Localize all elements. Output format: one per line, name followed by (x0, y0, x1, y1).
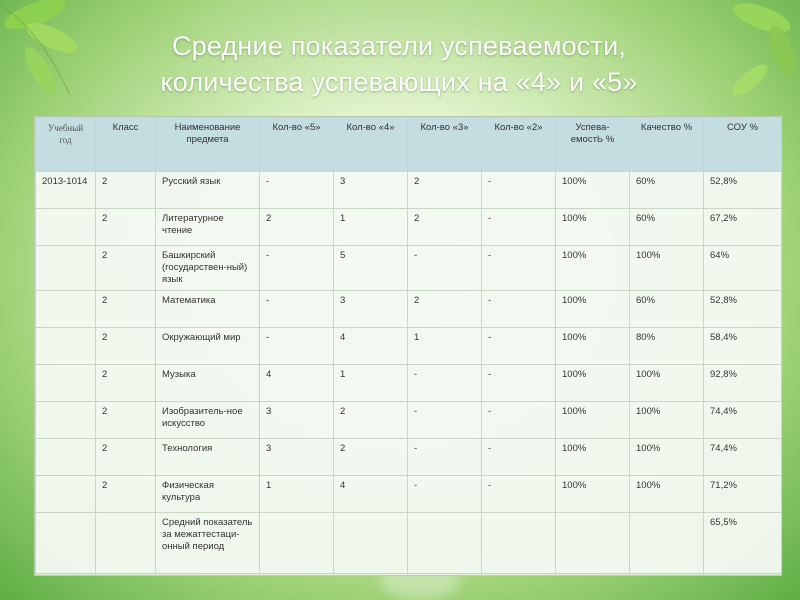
cell-progress: 100% (556, 209, 630, 246)
cell-quality: 100% (630, 402, 704, 439)
cell-quality: 60% (630, 172, 704, 209)
cell-class: 2 (96, 246, 156, 291)
cell-count-3: 2 (408, 209, 482, 246)
cell-year (36, 246, 96, 291)
cell-count-4: 3 (334, 172, 408, 209)
cell-sou: 74,4% (704, 402, 782, 439)
cell-subject: Литературное чтение (156, 209, 260, 246)
cell-quality: 80% (630, 328, 704, 365)
cell-progress: 100% (556, 328, 630, 365)
table-row (36, 246, 782, 291)
cell-count-4: 5 (334, 246, 408, 291)
cell-year (36, 291, 96, 328)
table-row (36, 476, 782, 513)
cell-count-4: 1 (334, 365, 408, 402)
cell-subject: Физическая культура (156, 476, 260, 513)
cell-count-2 (482, 513, 556, 574)
cell-year (36, 365, 96, 402)
cell-progress: 100% (556, 365, 630, 402)
cell-sou: 52,8% (704, 172, 782, 209)
cell-count-3: - (408, 439, 482, 476)
cell-progress: 100% (556, 246, 630, 291)
cell-progress (556, 513, 630, 574)
cell-count-3: 2 (408, 172, 482, 209)
table-row (36, 209, 782, 246)
cell-sou: 52,8% (704, 291, 782, 328)
cell-year (36, 476, 96, 513)
cell-count-2: - (482, 476, 556, 513)
cell-class: 2 (96, 291, 156, 328)
page-title (0, 28, 800, 100)
cell-progress: 100% (556, 402, 630, 439)
cell-quality: 100% (630, 246, 704, 291)
performance-table-container (34, 116, 782, 576)
cell-sou: 92,8% (704, 365, 782, 402)
cell-sou: 58,4% (704, 328, 782, 365)
cell-count-4: 2 (334, 402, 408, 439)
cell-subject: Средний показатель за межаттестаци-онный период (156, 513, 260, 574)
cell-count-5: 1 (260, 476, 334, 513)
cell-count-3: - (408, 476, 482, 513)
cell-class: 2 (96, 172, 156, 209)
cell-class: 2 (96, 439, 156, 476)
cell-quality: 100% (630, 439, 704, 476)
cell-quality: 60% (630, 209, 704, 246)
cell-subject: Математика (156, 291, 260, 328)
table-row (36, 172, 782, 209)
cell-count-4: 4 (334, 476, 408, 513)
cell-sou: 74,4% (704, 439, 782, 476)
cell-subject: Окружающий мир (156, 328, 260, 365)
cell-count-2: - (482, 172, 556, 209)
cell-count-4: 2 (334, 439, 408, 476)
header-year: Учебный год (36, 118, 96, 172)
cell-count-5: 4 (260, 365, 334, 402)
header-count-2: Кол-во «2» (482, 118, 556, 172)
table-row (36, 439, 782, 476)
cell-progress: 100% (556, 476, 630, 513)
header-count-5: Кол-во «5» (260, 118, 334, 172)
cell-subject: Русский язык (156, 172, 260, 209)
cell-count-2: - (482, 439, 556, 476)
cell-count-5: 3 (260, 402, 334, 439)
cell-quality: 60% (630, 291, 704, 328)
cell-class: 2 (96, 402, 156, 439)
cell-count-5: - (260, 246, 334, 291)
cell-quality (630, 513, 704, 574)
table-row (36, 291, 782, 328)
cell-count-2: - (482, 402, 556, 439)
title-line-1: Средние показатели успеваемости, (171, 31, 627, 61)
cell-count-4: 3 (334, 291, 408, 328)
cell-sou: 65,5% (704, 513, 782, 574)
cell-subject: Технология (156, 439, 260, 476)
performance-table (35, 117, 782, 574)
cell-progress: 100% (556, 291, 630, 328)
cell-quality: 100% (630, 365, 704, 402)
table-row (36, 365, 782, 402)
cell-count-3: - (408, 365, 482, 402)
cell-subject: Музыка (156, 365, 260, 402)
cell-count-2: - (482, 328, 556, 365)
cell-quality: 100% (630, 476, 704, 513)
cell-count-4 (334, 513, 408, 574)
cell-count-2: - (482, 209, 556, 246)
cell-count-3 (408, 513, 482, 574)
cell-count-5: - (260, 172, 334, 209)
cell-count-2: - (482, 246, 556, 291)
header-class: Класс (96, 118, 156, 172)
cell-count-5: 2 (260, 209, 334, 246)
table-body (36, 172, 782, 574)
header-quality: Качество % (630, 118, 704, 172)
cell-year (36, 439, 96, 476)
cell-subject: Изобразитель-ное искусство (156, 402, 260, 439)
table-row (36, 328, 782, 365)
cell-progress: 100% (556, 172, 630, 209)
table-header (36, 118, 782, 172)
cell-count-3: 2 (408, 291, 482, 328)
cell-sou: 67,2% (704, 209, 782, 246)
cell-sou: 64% (704, 246, 782, 291)
cell-progress: 100% (556, 439, 630, 476)
cell-count-5: 3 (260, 439, 334, 476)
cell-class (96, 513, 156, 574)
cell-class: 2 (96, 209, 156, 246)
cell-year: 2013-1014 (36, 172, 96, 209)
cell-count-2: - (482, 291, 556, 328)
cell-count-4: 1 (334, 209, 408, 246)
cell-year (36, 513, 96, 574)
cell-class: 2 (96, 476, 156, 513)
header-progress: Успева-емостЬ % (556, 118, 630, 172)
header-subject: Наименование предмета (156, 118, 260, 172)
cell-year (36, 209, 96, 246)
cell-class: 2 (96, 328, 156, 365)
cell-count-3: 1 (408, 328, 482, 365)
cell-sou: 71,2% (704, 476, 782, 513)
title-line-2: количества успевающих на «4» и «5» (160, 67, 638, 97)
cell-year (36, 402, 96, 439)
cell-count-4: 4 (334, 328, 408, 365)
header-sou: СОУ % (704, 118, 782, 172)
cell-count-5: - (260, 328, 334, 365)
cell-year (36, 328, 96, 365)
table-row (36, 402, 782, 439)
cell-count-3: - (408, 246, 482, 291)
cell-count-5: - (260, 291, 334, 328)
cell-count-2: - (482, 365, 556, 402)
cell-class: 2 (96, 365, 156, 402)
cell-count-3: - (408, 402, 482, 439)
header-count-4: Кол-во «4» (334, 118, 408, 172)
table-row-summary (36, 513, 782, 574)
header-count-3: Кол-во «3» (408, 118, 482, 172)
cell-subject: Башкирский (государствен-ный) язык (156, 246, 260, 291)
cell-count-5 (260, 513, 334, 574)
